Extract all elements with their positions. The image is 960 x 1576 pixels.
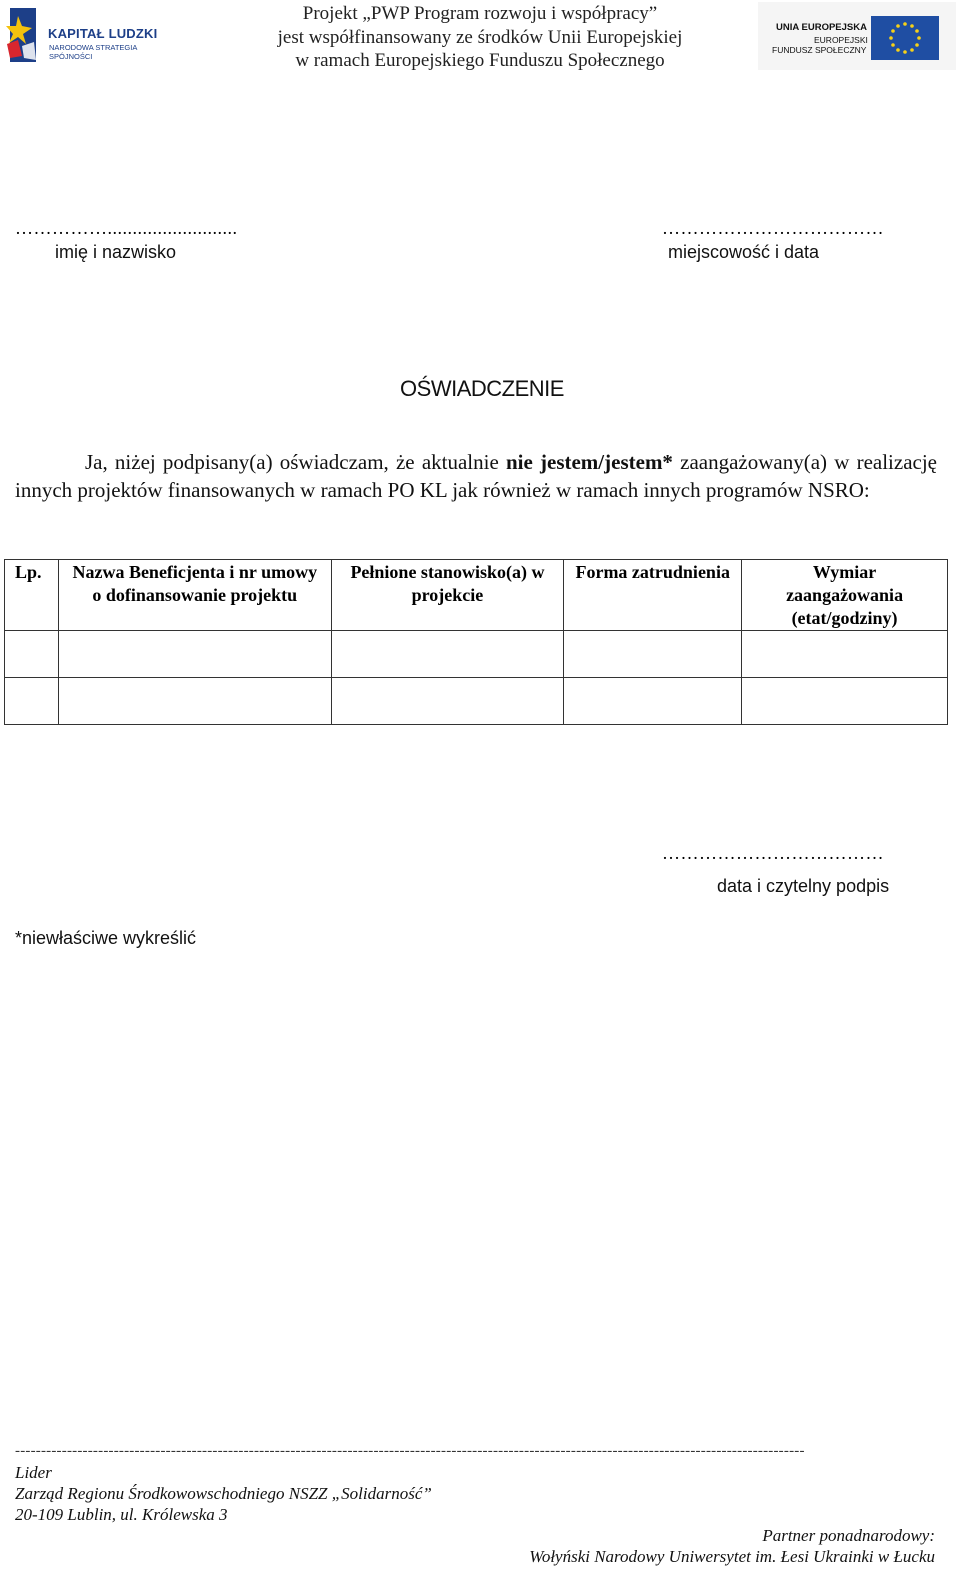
table-cell[interactable]: [58, 678, 331, 725]
table-cell[interactable]: [5, 678, 59, 725]
leader-address: 20-109 Lublin, ul. Królewska 3: [15, 1505, 228, 1524]
footer-divider: --------------------------------------------------------------------------------------------------------------------------------------------------------: [15, 1443, 805, 1459]
kapital-ludzki-logo: [4, 2, 174, 64]
name-dotted-line: ……………..........................: [15, 218, 238, 238]
table-row: [5, 631, 948, 678]
eu-logo-line-2: EUROPEJSKI: [814, 35, 868, 45]
header-lp: Lp.: [5, 560, 59, 631]
partner-name: Wołyński Narodowy Uniwersytet im. Łesi Ukrainki w Łucku: [529, 1547, 935, 1566]
project-header-line-1: Projekt „PWP Program rozwoju i współpracy”: [302, 3, 658, 24]
signature-label: data i czytelny podpis: [717, 876, 890, 896]
place-date-label: miejscowość i data: [668, 242, 820, 262]
table-cell[interactable]: [564, 678, 742, 725]
table-cell[interactable]: [331, 678, 564, 725]
table-cell[interactable]: [331, 631, 564, 678]
header-employment-form: Forma zatrudnienia: [564, 560, 742, 631]
table-header-row: [5, 560, 948, 631]
signature-dotted-line: ………………………………: [662, 843, 884, 863]
name-label: imię i nazwisko: [55, 242, 177, 262]
project-header: [200, 2, 760, 73]
eu-flag-icon: [871, 16, 939, 60]
document-title: OŚWIADCZENIE: [400, 376, 564, 401]
table-cell[interactable]: [742, 678, 948, 725]
eu-logo-line-1: UNIA EUROPEJSKA: [776, 22, 867, 33]
eu-social-fund-logo: [758, 2, 956, 70]
kapital-ludzki-subtitle: NARODOWA STRATEGIA SPÓJNOŚCI: [49, 43, 137, 61]
kapital-ludzki-title: KAPITAŁ LUDZKI: [48, 26, 158, 41]
leader-label: Lider: [15, 1463, 52, 1482]
footnote: *niewłaściwe wykreślić: [15, 928, 197, 948]
table-cell[interactable]: [58, 631, 331, 678]
header-beneficiary: Nazwa Beneficjenta i nr umowy o dofinansowanie projektu: [58, 560, 331, 631]
header-engagement: Wymiar zaangażowania (etat/godziny): [742, 560, 948, 631]
project-header-line-2: jest współfinansowany ze środków Unii Europejskiej: [277, 26, 683, 48]
leader-name: Zarząd Regionu Środkowowschodniego NSZZ „Solidarność”: [15, 1484, 432, 1503]
project-header-line-3: w ramach Europejskiego Funduszu Społecznego: [295, 50, 665, 71]
eu-logo-line-3: FUNDUSZ SPOŁECZNY: [772, 45, 867, 55]
table-cell[interactable]: [742, 631, 948, 678]
partner-label: Partner ponadnarodowy:: [762, 1526, 935, 1545]
table-cell[interactable]: [5, 631, 59, 678]
table-cell[interactable]: [564, 631, 742, 678]
statement-prefix: Ja, niżej podpisany(a) oświadczam, że aktualnie: [85, 450, 506, 474]
place-date-dotted-line: ………………………………: [662, 218, 884, 238]
table-row: [5, 678, 948, 725]
kapital-ludzki-emblem-icon: [4, 4, 46, 64]
statement-choice: nie jestem/jestem*: [505, 450, 673, 474]
header-position: Pełnione stanowisko(a) w projekcie: [331, 560, 564, 631]
statement-suffix: zaangażowany(a) w realizację innych projektów finansowanych w ramach PO KL jak również w ramach innych programów NSRO:: [15, 450, 937, 502]
statement-paragraph: [15, 448, 937, 504]
projects-table: [4, 559, 948, 725]
